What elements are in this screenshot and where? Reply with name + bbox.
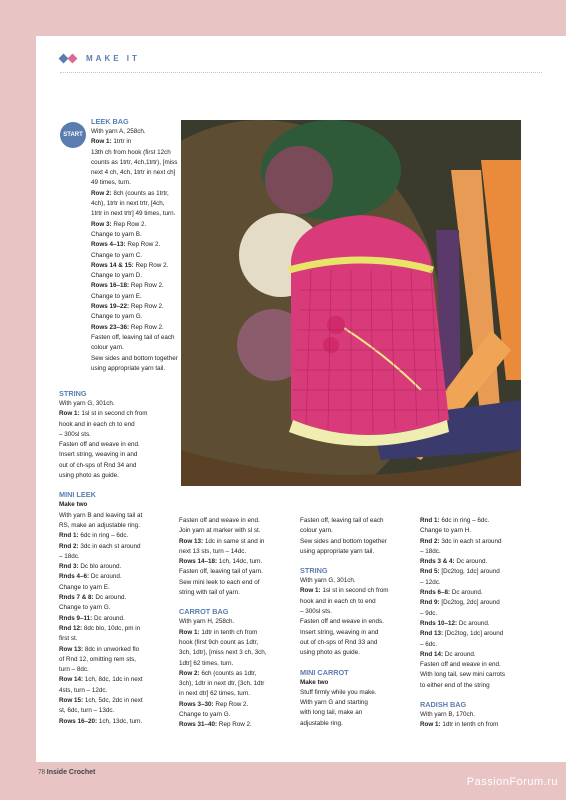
row-text: – 300sl sts. [300,608,332,616]
pattern-line [420,547,540,557]
row-text: [Dc2tog, 1dc] around [441,568,500,576]
row-text: first st. [59,635,78,643]
pattern-line [420,720,540,730]
pattern-line [91,220,181,230]
row-text: Change to yarn E. [91,292,142,300]
section-heading: MINI LEEK [59,490,96,500]
row-text: Change to yarn H. [420,527,472,535]
row-text: 1ch, 14dc, turn. [218,558,263,566]
pattern-line [91,312,181,322]
pattern-line [59,614,179,624]
row-label: Rnd 14: [420,650,444,658]
pattern-line [179,689,297,699]
pattern-line [179,567,297,577]
row-text: 1trtr in next trtr] 49 times, turn. [91,210,176,218]
row-text: Dc around. [444,650,476,658]
row-label: Rnds 10–12: [420,619,458,627]
pattern-line [179,516,297,526]
row-text: – 300sl sts. [59,430,91,438]
row-label: Rows 19–22: [91,303,130,311]
magazine-page [36,36,566,762]
pattern-line [91,292,181,302]
row-text: Dc around. [95,594,127,602]
page-footer [38,768,95,776]
row-text: 1dtr in tenth ch from [201,628,258,636]
mini-leek-continued-rows [179,516,297,598]
row-text: 3ch), 1dtr in next dtr, [3ch, 1dtr [179,680,265,688]
row-label: Rnds 3 & 4: [420,558,455,566]
row-text: 6dc in ring – 6dc. [80,532,129,540]
row-text: Insert string, weaving in and [59,451,138,459]
arrow-icon [68,54,78,64]
row-text: RS, make an adjustable ring. [59,521,140,529]
row-text: 1dtr] 62 times, turn. [179,659,234,667]
pattern-line [179,710,297,720]
pattern-line [420,526,540,536]
pattern-line [420,681,540,691]
row-text: 49 times, turn. [91,179,131,187]
row-text: Dc around. [456,558,488,566]
row-label: Rows 23–36: [91,323,130,331]
pattern-line [420,629,540,639]
pattern-line [300,617,418,627]
row-text: counts as 1trtr, 4ch,1trtr), [miss [91,158,178,166]
row-text: Dc around. [458,619,490,627]
pattern-line [91,343,181,353]
pattern-line [420,516,540,526]
row-label: Rnd 13: [420,630,444,638]
pattern-line [179,669,297,679]
row-text: of Rnd 12, omitting rem sts, [59,655,136,663]
section-heading: STRING [300,566,328,576]
pattern-line [59,521,179,531]
row-text: using photo as guide. [59,472,119,480]
row-text: Change to yarn G. [179,711,231,719]
pattern-line [91,261,181,271]
row-text: next 4 ch, 4ch, 1trtr in next ch] [91,169,176,177]
pattern-line [179,578,297,588]
row-label: Rnd 1: [59,532,79,540]
row-text: – 6dc. [420,640,438,648]
pattern-line [179,617,297,627]
row-text: With yarn H, 258ch. [179,618,235,626]
row-text: [Dc2tog, 1dc] around [444,630,504,638]
row-label: Row 1: [59,410,80,418]
row-text: 4sts, turn – 12dc. [59,686,108,694]
pattern-line [420,710,540,720]
row-text: With yarn G, 301ch. [300,577,356,585]
pattern-line [91,271,181,281]
pattern-line [420,640,540,650]
pattern-line [420,660,540,670]
row-text: – 18dc. [420,547,441,555]
magazine-name: Inside Crochet [46,769,96,776]
row-label: Row 13: [59,645,84,653]
row-text: Dc around. [90,573,122,581]
row-text: – 12dc. [420,578,441,586]
column-two [179,516,297,731]
pattern-line [420,670,540,680]
row-text: Rep Row 2. [113,220,147,228]
pattern-line [59,461,179,471]
pattern-line [179,547,297,557]
section-heading: RADISH BAG [420,700,467,710]
section-title: MAKE IT [86,54,140,63]
pattern-line [300,547,418,557]
row-text: 3ch, 1dtr), [miss next 3 ch, 3ch, [179,649,267,657]
row-text: 1sl st in second ch from [322,587,389,595]
pattern-line [300,688,418,698]
row-text: 4ch), 1trtr in next trtr, [4ch, [91,200,165,208]
pattern-line [300,628,418,638]
row-text: Change to yarn D. [91,272,143,280]
pattern-line [59,593,179,603]
row-text: Rep Row 2. [218,721,252,729]
pattern-line [91,240,181,250]
row-text: Rep Row 2. [130,282,164,290]
pattern-line [179,638,297,648]
section-heading: LEEK BAG [91,117,129,126]
carrot-bag-continued-rows [300,516,418,557]
pattern-line [91,230,181,240]
pattern-line [300,719,418,729]
row-text: Dc around. [451,589,483,597]
row-label: Rows 16–20: [59,717,98,725]
row-label: Rnd 2: [420,537,440,545]
row-text: With long tail, sew mini carrots [420,671,506,679]
row-text: Fasten off and weave in end. [420,661,501,669]
row-text: out of ch-sps of Rnd 34 and [59,461,137,469]
mini-carrot-continued-rows [420,516,540,691]
pattern-line [179,700,297,710]
pattern-line [91,281,181,291]
make-count: Make two [300,678,329,686]
row-label: Row 13: [179,537,204,545]
start-badge: START [60,122,86,148]
row-text: – 18dc. [59,552,80,560]
row-label: Row 14: [59,676,84,684]
row-label: Rnd 12: [59,624,83,632]
pattern-line [59,420,179,430]
pattern-line [300,516,418,526]
pattern-line [179,659,297,669]
row-text: With yarn B and leaving tail at [59,511,143,519]
row-text: Fasten off and weave in ends. [300,618,384,626]
row-text: Dc blo around. [80,563,122,571]
pattern-line [91,209,181,219]
pattern-line [420,598,540,608]
pattern-line [300,597,418,607]
pattern-line [300,537,418,547]
row-text: hook (first 9ch count as 1dtr, [179,638,259,646]
pattern-line [91,178,181,188]
row-text: Rep Row 2. [127,241,161,249]
row-text: to either end of the string [420,681,490,689]
pattern-line [91,158,181,168]
pattern-line [91,168,181,178]
row-text: With yarn G, 301ch. [59,400,115,407]
row-text: st, 6dc, turn – 13dc. [59,707,115,715]
pattern-line [420,537,540,547]
product-photo [181,120,521,486]
row-text: Change to yarn G. [59,604,111,612]
pattern-line [59,624,179,634]
pattern-line [300,607,418,617]
pattern-line [179,557,297,567]
row-text: Rep Row 2. [130,323,164,331]
row-text: Change to yarn G. [91,313,143,321]
row-label: Row 2: [91,189,112,197]
row-text: With yarn G and starting [300,699,368,707]
pattern-line [420,578,540,588]
row-text: 1sl st in second ch from [81,410,148,418]
pattern-line [91,354,181,364]
section-heading: MINI CARROT [300,667,349,677]
row-text: With yarn B, 170ch. [420,711,475,719]
row-label: Rnd 5: [420,568,440,576]
pattern-line [300,586,418,596]
row-text: string with tail of yarn. [179,589,240,597]
crochet-bag-photo [181,120,521,486]
row-text: adjustable ring. [300,719,343,727]
row-text: 3dc in each st around [441,537,502,545]
row-text: Change to yarn B. [91,230,142,238]
pattern-line [59,645,179,655]
pattern-line [59,531,179,541]
row-text: hook and in each ch to end [59,420,135,428]
row-text: using appropriate yarn tail. [300,547,375,555]
string-rows [300,576,418,658]
pattern-line [91,364,181,374]
pattern-line [59,440,179,450]
row-text: next 13 sts, turn – 14dc. [179,547,247,555]
row-text: Rep Row 2. [130,303,164,311]
row-text: With yarn A, 258ch. [91,128,146,135]
pattern-line [91,199,181,209]
pattern-line [59,696,179,706]
leek-bag-section [91,116,181,374]
pattern-line [179,628,297,638]
pattern-line [91,127,181,137]
pattern-line [59,655,179,665]
pattern-line [59,583,179,593]
pattern-line [91,333,181,343]
pattern-line [300,526,418,536]
row-text: Change to yarn C. [91,251,143,259]
row-text: – 9dc. [420,609,438,617]
row-label: Rnds 4–6: [59,573,90,581]
pattern-line [59,430,179,440]
section-heading: CARROT BAG [179,607,229,617]
row-text: colour yarn. [91,344,124,352]
row-text: in next dtr] 62 times, turn. [179,690,251,698]
pattern-line [59,511,179,521]
row-text: [Dc2tog, 2dc] around [441,599,500,607]
row-text: Fasten off and weave in end. [179,517,260,524]
row-label: Rows 4–13: [91,241,126,249]
pattern-line [59,471,179,481]
mini-carrot-rows [300,688,418,729]
row-text: 8dc blo, 10dc, pm in [83,624,141,632]
pattern-line [91,189,181,199]
watermark: PassionForum.ru [466,776,558,788]
pattern-line [91,137,181,147]
carrot-bag-rows [179,617,297,730]
pattern-line [59,686,179,696]
pattern-line [420,588,540,598]
pattern-line [300,698,418,708]
row-text: Join yarn at marker with sl st. [179,527,261,535]
row-text: Fasten off, leaving tail of each [300,517,384,524]
pattern-line [59,542,179,552]
row-text: 1ch, 13dc, turn. [98,717,143,725]
row-label: Rnd 9: [420,599,440,607]
row-label: Row 1: [420,721,441,729]
pattern-line [179,526,297,536]
pattern-line [59,603,179,613]
pattern-line [420,619,540,629]
column-four [420,516,540,731]
pattern-line [59,717,179,727]
pattern-line [179,679,297,689]
section-heading: STRING [59,389,87,398]
row-text: 1dc in same st and in [204,537,265,545]
divider [60,72,542,73]
row-label: Row 2: [179,669,200,677]
row-text: out of ch-sps of Rnd 33 and [300,638,378,646]
pattern-line [59,675,179,685]
row-text: 1ch, 8dc, 1dc in next [84,676,143,684]
row-label: Rows 3–30: [179,700,214,708]
string-section [59,388,179,727]
pattern-line [300,648,418,658]
row-text: turn – 8dc. [59,666,89,674]
row-text: Change to yarn E. [59,583,110,591]
row-label: Rnd 2: [59,542,79,550]
row-label: Rows 16–18: [91,282,130,290]
pattern-line [179,648,297,658]
pattern-line [59,552,179,562]
pattern-line [91,302,181,312]
pattern-line [179,588,297,598]
pattern-line [59,409,179,419]
row-text: Sew sides and bottom together [300,537,387,545]
section-header [60,54,140,63]
row-text: using photo as guide. [300,649,360,657]
pattern-line [59,399,179,409]
row-text: 6ch (counts as 1dtr, [201,669,257,677]
row-label: Rnd 3: [59,563,79,571]
pattern-line [179,720,297,730]
string-rows [59,399,179,481]
page-number: 78 [38,768,45,776]
leek-rows [91,127,181,374]
row-text: 6dc in ring – 6dc. [441,517,490,524]
row-label: Rows 14 & 15: [91,261,134,269]
row-text: 1dtr in tenth ch from [442,721,499,729]
pattern-line [59,706,179,716]
row-text: using appropriate yarn tail. [91,364,166,372]
row-label: Rnds 6–8: [420,589,451,597]
row-label: Rows 14–18: [179,558,218,566]
row-label: Row 1: [300,587,321,595]
pattern-line [420,650,540,660]
row-text: 8ch (counts as 1trtr, [113,189,169,197]
row-label: Row 1: [91,138,112,146]
row-label: Row 15: [59,697,84,705]
row-text: Dc around. [94,614,125,622]
pattern-line [300,576,418,586]
row-label: Row 1: [179,628,200,636]
pattern-line [59,572,179,582]
row-label: Row 3: [91,220,112,228]
pattern-line [91,148,181,158]
radish-bag-rows [420,710,540,731]
row-text: Fasten off, leaving tail of each [91,333,175,341]
row-text: 1ch, 5dc, 2dc in next [84,697,143,705]
mini-leek-rows [59,511,179,727]
row-label: Rnds 9–11: [59,614,93,622]
row-text: Sew sides and bottom together [91,354,178,362]
row-text: Rep Row 2. [135,261,169,269]
pattern-line [179,537,297,547]
pattern-line [420,609,540,619]
pattern-line [91,251,181,261]
row-text: 13th ch from hook (first 12ch [91,148,171,156]
row-text: 1trtr in [113,138,132,146]
pattern-line [420,567,540,577]
row-label: Rnds 7 & 8: [59,594,94,602]
pattern-line [59,562,179,572]
row-text: with long tail, make an [300,709,363,717]
pattern-line [59,450,179,460]
row-text: colour yarn. [300,527,333,535]
row-text: Fasten off, leaving tail of yarn. [179,568,263,576]
row-text: Stuff firmly while you make. [300,688,377,696]
make-count: Make two [59,501,88,509]
row-text: 8dc in unworked flo [84,645,140,653]
row-text: Insert string, weaving in and [300,628,379,636]
row-text: hook and in each ch to end [300,597,376,605]
pattern-line [59,634,179,644]
row-text: Fasten off and weave in end. [59,441,140,449]
row-text: 3dc in each st around [80,542,141,550]
column-three [300,516,418,729]
row-label: Rows 31–40: [179,721,218,729]
row-text: Sew mini leek to each end of [179,578,260,586]
pattern-line [300,708,418,718]
pattern-line [59,665,179,675]
row-text: Rep Row 2. [215,700,249,708]
pattern-line [300,638,418,648]
pattern-line [91,323,181,333]
row-label: Rnd 1: [420,517,440,524]
pattern-line [420,557,540,567]
